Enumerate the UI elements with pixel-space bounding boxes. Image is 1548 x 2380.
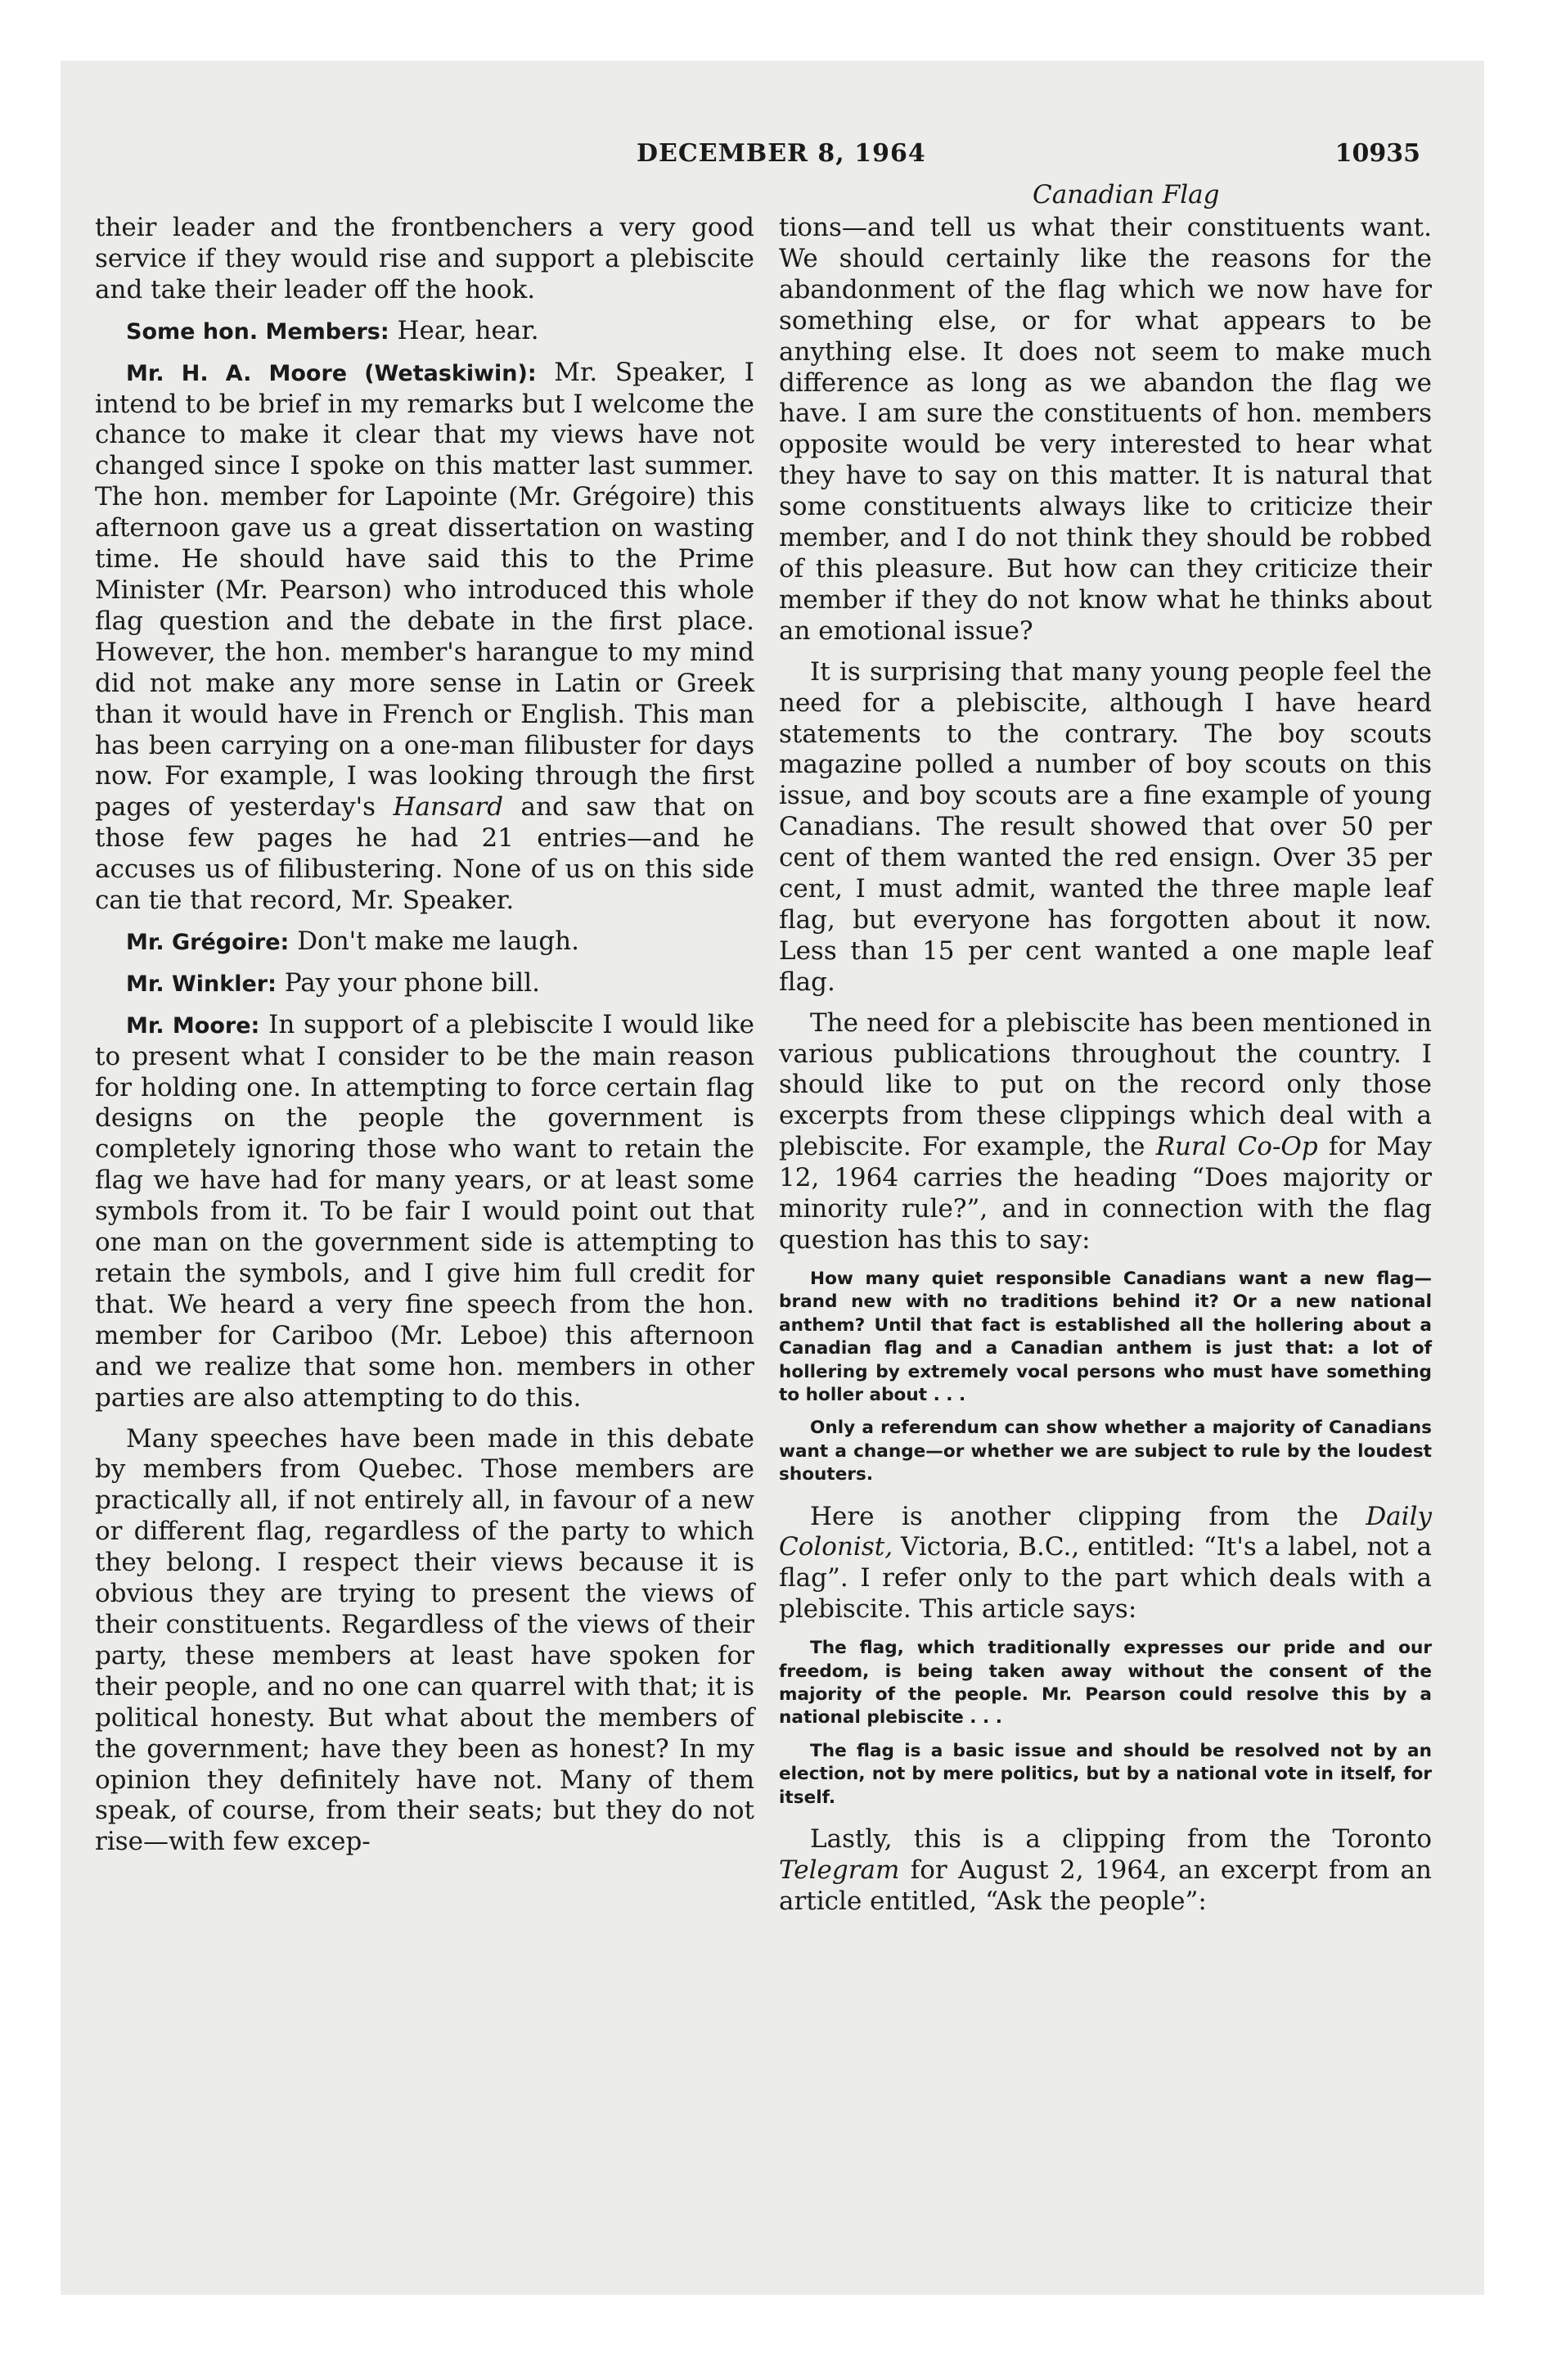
publication-title: Telegram (779, 1855, 900, 1885)
page-subject: Canadian Flag (1033, 180, 1220, 210)
speech-text: The need for a plebiscite has been mentioned in various publications throughout the country. I should like to put on the record only those excerpts from these clippings which deal with a plebiscite. For example, the (779, 1007, 1432, 1162)
paragraph: tions—and tell us what their constituents want. We should certainly like the reasons for the abandonment of the flag which we now have for something else, or for what appears to be anything else. It does not seem to make much difference as long as we abandon the flag we have. I am sure the constituents of hon. members opposite would be very interested to hear what they have to say on this matter. It is natural that some constituents always like to criticize their member, and I do not think they should be robbed of this pleasure. But how can they criticize their member if they do not know what he thinks about an emotional issue? (779, 213, 1432, 646)
speaker-name: Mr. H. A. Moore (Wetaskiwin): (126, 360, 537, 386)
paragraph (779, 1008, 1432, 1256)
speech-text: Lastly, this is a clipping from the Toronto (810, 1824, 1432, 1855)
left-column (95, 213, 754, 1868)
page-header (61, 139, 1484, 172)
paragraph (95, 1010, 754, 1414)
page-number: 10935 (1334, 139, 1420, 168)
paragraph (95, 358, 754, 917)
quote-paragraph: The flag, which traditionally expresses our pride and our freedom, is being taken away without the consent of the majority of the people. Mr. Pearson could resolve this by a national plebiscite . . . (779, 1638, 1432, 1729)
speech-text: Hear, hear. (397, 315, 539, 345)
quoted-excerpt (779, 1268, 1432, 1487)
paragraph (95, 316, 754, 348)
paragraph (779, 1502, 1432, 1626)
speech-text: Pay your phone bill. (284, 967, 540, 998)
publication-title: Rural Co-Op (1155, 1132, 1318, 1162)
speaker-name: Mr. Moore: (126, 1012, 260, 1039)
hansard-page (61, 61, 1484, 2295)
quote-paragraph: The flag is a basic issue and should be resolved not by an election, not by mere politics, but by a national vote in itself, for itself. (779, 1740, 1432, 1808)
paragraph (95, 926, 754, 958)
right-column (779, 213, 1432, 1927)
speech-text: In support of a plebiscite I would like to present what I consider to be the main reason for holding one. In attempting to force certain flag designs on the people the government is completely ignoring those who want to retain the flag we have had for many years, or at least some symbols from it. To be fair I would point out that one man on the government side is attempting to retain the symbols, and I give him full credit for that. We heard a very fine speech from the hon. member for Cariboo (Mr. Leboe) this afternoon and we realize that some hon. members in other parties are also attempting to do this. (95, 1009, 754, 1413)
paragraph: Many speeches have been made in this debate by members from Quebec. Those members are practically all, if not entirely all, in favour of a new or different flag, regardless of the party to which they belong. I respect their views because it is obvious they are trying to present the views of their constituents. Regardless of the views of their party, these members at least have spoken for their people, and no one can quarrel with that; it is political honesty. But what about the members of the government; have they been as honest? In my opinion they definitely have not. Many of them speak, of course, from their seats; but they do not rise—with few excep- (95, 1423, 754, 1857)
page-date: DECEMBER 8, 1964 (637, 139, 926, 168)
speech-text: Don't make me laugh. (297, 926, 580, 956)
paragraph: It is surprising that many young people feel the need for a plebiscite, although I have heard statements to the contrary. The boy scouts magazine polled a number of boy scouts on this issue, and boy scouts are a fine example of young Canadians. The result showed that over 50 per cent of them wanted the red ensign. Over 35 per cent, I must admit, wanted the three maple leaf flag, but everyone has forgotten about it now. Less than 15 per cent wanted a one maple leaf flag. (779, 656, 1432, 997)
quote-paragraph: How many quiet responsible Canadians want a new flag—brand new with no traditions behind it? Or a new national anthem? Until that fact is established all the hollering about a Canadian flag and a Canadian anthem is just that: a lot of hollering by extremely vocal persons who must have something to holler about . . . (779, 1268, 1432, 1405)
speech-text: for August 2, 1964, an excerpt from an article entitled, “Ask the people”: (779, 1855, 1432, 1916)
speech-text: Victoria, B.C., entitled: “It's a label, not a flag”. I refer only to the part which deals with a plebiscite. This article says: (779, 1532, 1432, 1625)
speech-text: for May 12, 1964 carries the heading “Does majority or minority rule?”, and in connection with the flag question has this to say: (779, 1132, 1433, 1255)
publication-title: Daily Colonist, (779, 1501, 1432, 1562)
publication-title: Hansard (393, 792, 504, 823)
quote-paragraph: Only a referendum can show whether a majority of Canadians want a change—or whether we are subject to rule by the loudest shouters. (779, 1418, 1432, 1485)
speech-text: Mr. Speaker, I intend to be brief in my remarks but I welcome the chance to make it clear that my views have not changed since I spoke on this matter last summer. The hon. member for Lapointe (Mr. Grégoire) this afternoon gave us a great dissertation on wasting time. He should have said this to the Prime Minister (Mr. Pearson) who introduced this whole flag question and the debate in the first place. However, the hon. member's harangue to my mind did not make any more sense in Latin or Greek than it would have in French or English. This man has been carrying on a one-man filibuster for days now. For example, I was looking through the first pages of yesterday's (95, 357, 754, 823)
paragraph (779, 1824, 1432, 1918)
speech-text: Here is another clipping from the (810, 1501, 1339, 1531)
paragraph: their leader and the frontbenchers a very good service if they would rise and support a plebiscite and take their leader off the hook. (95, 213, 754, 304)
speaker-name: Mr. Grégoire: (126, 929, 290, 955)
paragraph (95, 968, 754, 1000)
speaker-name: Some hon. Members: (126, 318, 389, 345)
speaker-name: Mr. Winkler: (126, 971, 277, 997)
speech-text: and saw that on those few pages he had 21 entries—and he accuses us of filibustering. None of us on this side can tie that record, Mr. Speaker. (95, 792, 754, 916)
quoted-excerpt (779, 1637, 1432, 1810)
